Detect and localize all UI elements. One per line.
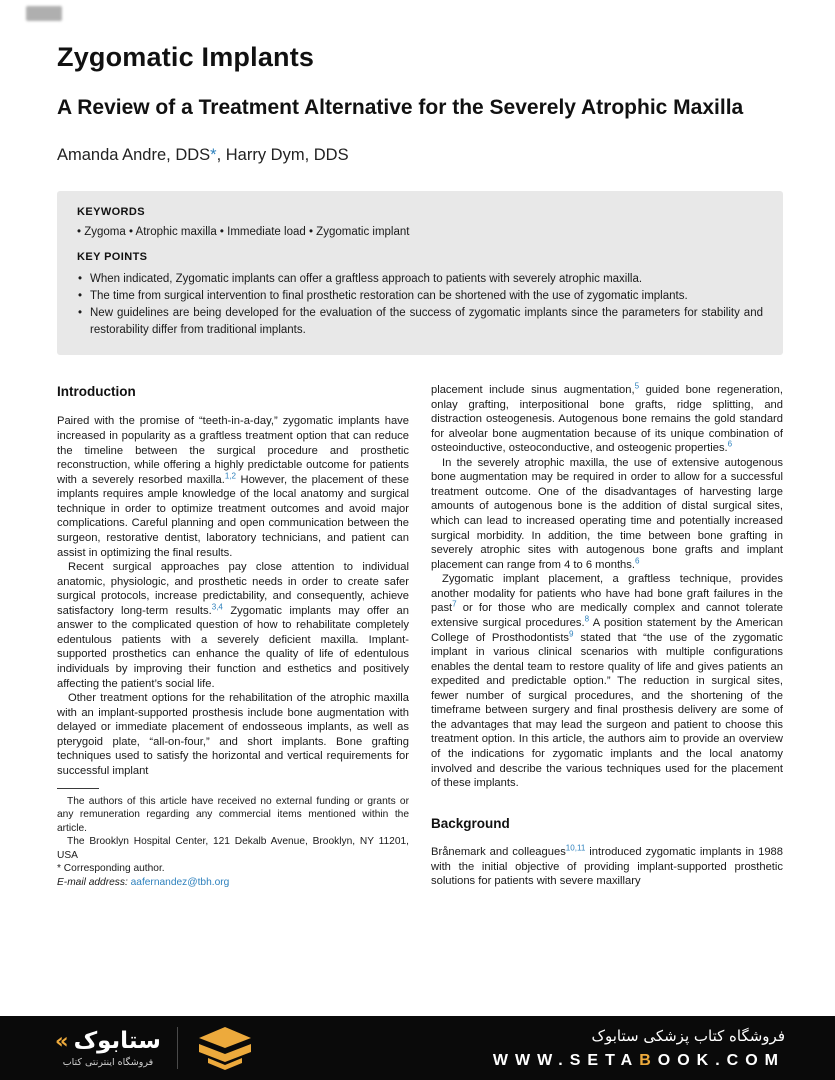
key-point-item: • The time from surgical intervention to final prosthetic restoration can be shortened with the use of zygomatic implants. [77,288,763,305]
citation-ref[interactable]: 8 [584,614,590,624]
authors-line [57,146,783,165]
text-segment: The authors of this article have received no external funding or grants or any remuneration regarding any commercial items mentioned within the article. [57,795,409,834]
citation-ref[interactable]: 1,2 [224,471,237,480]
paragraph [431,572,783,790]
logo-subtitle: فروشگاه اینترنتی کتاب [62,1057,154,1068]
citation-ref[interactable]: 9 [569,628,574,638]
text-segment: or for those who are medically complex and cannot tolerate extensive surgical procedures. [431,602,783,629]
text-segment: Other treatment options for the rehabilitation of the atrophic maxilla with an implant-supported prosthesis include bone augmentation with delayed or immediate placement of endosseous implants, as well as pterygoid plate, “all-on-four,” and short implants. Bone grafting techniques used to satisfy the horizontal and vertical requirements for successful implant [57,692,409,777]
footnote-paragraph [57,862,409,876]
logo-wordmark [55,1028,161,1054]
footnote-email-line [57,876,409,890]
corresponding-author-asterisk[interactable]: * [210,145,217,164]
article-subtitle: A Review of a Treatment Alternative for the Severely Atrophic Maxilla [57,96,744,119]
text-segment: In the severely atrophic maxilla, the use of extensive autogenous bone augmentation may be required in order to allow for a successful treatment outcome. One of the disadvantages of harvesting large amounts of autogenous bone is the addition of distal surgical sites, which can lead to increased operating time and potentially increased surgical morbidity. In addition, the time between bone grafting in severely atrophic sites with autogenous bone grafts and implant placement can range from 4 to 6 months. [431,456,783,571]
url-text[interactable]: OOK.COM [657,1051,785,1069]
text-segment: Zygomatic implants may offer an answer to the complicated question of how to rehabilitate completely edentulous patients with a severely deficient maxilla. Implant-supported prosthetics can enhance the quality of life of edentulous individuals by improving their function and esthetics and positively affecting the patient’s social life. [57,604,409,690]
paragraph [431,845,783,889]
text-segment: However, the placement of these implants requires ample knowledge of the local anatomy and surgical technique in order to optimize treatment outcomes and avoid major complications. Careful planning and open communication between the surgeon, restorative dentist, laboratory technicians, and patient can assist in optimizing the final results. [57,473,409,559]
footer-right-block [493,1027,785,1070]
paragraph [57,560,409,691]
footer-url[interactable] [493,1052,785,1070]
text-segment: Brånemark and colleagues [431,846,566,859]
citation-ref[interactable]: 6 [634,555,640,565]
text-segment: The Brooklyn Hospital Center, 121 Dekalb Avenue, Brooklyn, NY 11201, USA [57,836,409,861]
key-point-item: • When indicated, Zygomatic implants can offer a graftless approach to patients with severely atrophic maxilla. [77,271,763,288]
citation-ref[interactable]: 3,4 [211,602,223,612]
paragraph [431,456,783,573]
text-segment: Paired with the promise of “teeth-in-a-day,” zygomatic implants have increased in popularity as a graftless treatment option that can reduce the timeline between the surgical procedure and prosthetic reconstruction, while offering a highly predictable outcome for patients with a severely resorbed maxilla. [57,415,409,486]
keywords-list: • Zygoma • Atrophic maxilla • Immediate load • Zygomatic implant [77,225,410,238]
key-points-list [77,271,763,339]
background-heading: Background [431,815,510,831]
footer-tagline: فروشگاه کتاب پزشکی ستابوک [591,1026,785,1045]
text-segment: stated that “the use of the zygomatic implant in various clinical scenarios with multiple configurations enables the dental team to restore quality of life and gives patients an expedited and predictable option.” The reduction in surgical sites, fewer number of surgical procedures, and the shortening of the timeframe between surgery and final prosthesis delivery are some of the advantages that may lead the surgeon and patient to choose this treatment option. In this article, the authors aim to provide an overview of the indications for zygomatic implants and the local anatomy involved and describe the various techniques used for the placement of these implants. [431,631,783,790]
text-segment: A position statement by the American College of Prosthodontists [431,616,783,644]
footer-banner [0,1016,835,1080]
logo-brand-name: ستابوک [73,1028,161,1054]
two-column-body [57,383,783,890]
text-segment: Recent surgical approaches pay close attention to individual anatomic, physiologic, and prosthetic needs in order to create safer surgical protocols, increase predictability, and consequently, achieve satisfactory long-term results. [57,561,409,617]
citation-ref[interactable]: 7 [452,599,457,609]
setabook-emblem-icon [194,1025,256,1071]
left-column [57,383,409,890]
key-points-label: KEY POINTS [77,250,148,263]
email-link[interactable]: aafernandez@tbh.org [130,876,230,888]
text-segment: guided bone regeneration, onlay grafting, interpositional bone grafts, ridge splitting, and distraction osteogenesis. Autogenous bone remains the gold standard for alveolar bone augmentation because of its unique combination of osteoinductive, osteoconductive, and osteogenic properties. [431,383,783,455]
scan-artifact [26,6,62,21]
article-title: Zygomatic Implants [57,42,315,72]
text-segment: Amanda Andre, DDS [57,145,211,164]
text-segment: Zygomatic implant placement, a graftless technique, provides another modality for patients who have had bone graft failures in the past [431,573,783,615]
footnote-paragraph [57,795,409,836]
footnote-separator [57,788,99,789]
citation-ref[interactable]: 6 [727,439,733,449]
footer-divider [177,1027,178,1069]
footnote-block [57,788,409,890]
setabook-logo [55,1025,256,1071]
citation-ref[interactable]: 5 [634,381,640,391]
paragraph [431,383,783,456]
text-segment: E-mail address: [57,876,131,888]
footnote-paragraph [57,835,409,862]
text-segment: , Harry Dym, DDS [216,145,349,164]
introduction-heading: Introduction [57,383,136,399]
paragraph [57,691,409,778]
text-segment: placement include sinus augmentation, [431,383,635,396]
right-column [431,383,783,890]
paragraph [57,414,409,560]
logo-text-block [55,1028,161,1068]
text-segment: * Corresponding author. [57,863,165,875]
summary-box [57,191,783,355]
keywords-label: KEYWORDS [77,205,145,218]
url-text[interactable]: WWW.SETA [492,1051,640,1069]
logo-chevron-icon: « [55,1029,69,1053]
key-point-item: • New guidelines are being developed for the evaluation of the success of zygomatic implants since the parameters for stability and restorability differ from traditional implants. [77,305,763,339]
citation-ref[interactable]: 10,11 [565,843,586,853]
url-text[interactable]: B [639,1051,658,1069]
text-segment: introduced zygomatic implants in 1988 with the initial objective of providing implant-supported prosthetic solutions for patients with severe maxillary [431,846,783,888]
